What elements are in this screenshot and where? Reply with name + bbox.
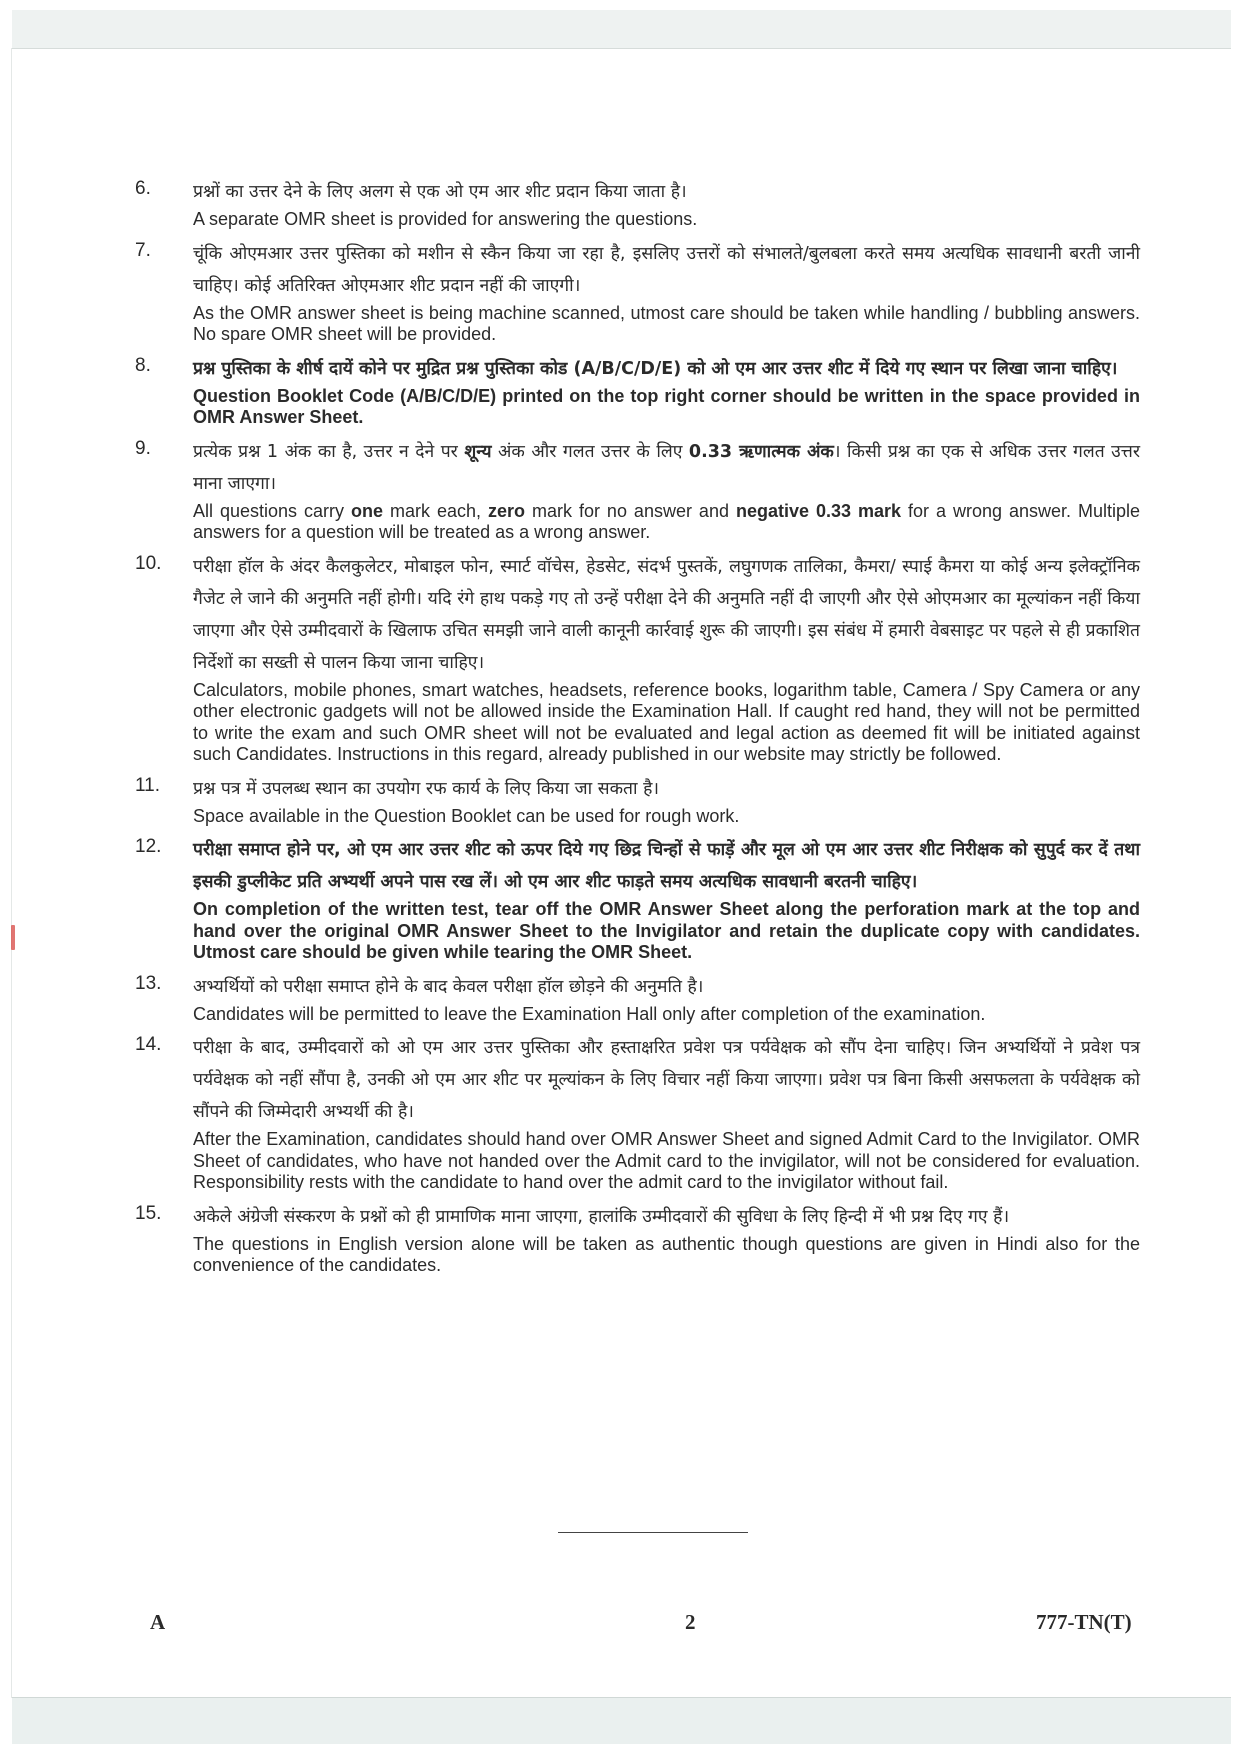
hindi-emphasis-negative: 0.33 ऋणात्मक अंक [688, 441, 834, 462]
red-margin-mark [11, 925, 15, 950]
scan-border-left [11, 48, 12, 1698]
hindi-segment: । किसी प्रश्न का एक से अधिक उत्तर गलत उत्तर माना जाएगा। [193, 441, 1141, 494]
instruction-item-7 [130, 238, 1140, 346]
item-number: 11. [135, 774, 161, 796]
instruction-item-12 [130, 834, 1140, 964]
instructions-list [130, 176, 1140, 1284]
item-english-text: A separate OMR sheet is provided for answering the questions. [193, 209, 698, 229]
item-english-text: Question Booklet Code (A/B/C/D/E) printed on the top right corner should be written in the space provided in OMR Answer Sheet. [193, 385, 1140, 427]
paper-code: 777-TN(T) [1036, 1610, 1132, 1634]
item-english-text: As the OMR answer sheet is being machine scanned, utmost care should be taken while handling / bubbling answers. No spare OMR sheet will be provided. [193, 302, 1140, 344]
booklet-code: A [150, 1610, 166, 1634]
item-hindi-text: अकेले अंग्रेजी संस्करण के प्रश्नों को ही प्रामाणिक माना जाएगा, हालांकि उम्मीदवारों की सुविधा के लिए हिन्दी में भी प्रश्न दिए गए हैं। [193, 1206, 1010, 1227]
scan-border-bottom [12, 1697, 1231, 1744]
item-hindi-text: प्रश्नों का उत्तर देने के लिए अलग से एक ओ एम आर शीट प्रदान किया जाता है। [193, 182, 687, 202]
item-number: 9. [135, 437, 151, 459]
item-number: 7. [135, 239, 151, 261]
item-number: 13. [135, 972, 162, 994]
item-number: 10. [135, 552, 162, 574]
item-english-text: Calculators, mobile phones, smart watches, headsets, reference books, logarithm table, Camera / Spy Camera or any other electronic gadgets will not be allowed inside the Examination Hall. If caught red hand, they will not be permitted to write the exam and such OMR sheet will not be evaluated and legal action as deemed fit will be initiated against such Candidates. Instructions in this regard, already published in our website may strictly be followed. [193, 679, 1140, 764]
instruction-item-8 [130, 353, 1140, 429]
item-number: 12. [135, 836, 162, 857]
end-separator-line [558, 1532, 748, 1533]
scan-border-top [12, 10, 1231, 49]
english-segment: All questions carry [193, 500, 351, 521]
item-english-text: After the Examination, candidates should hand over OMR Answer Sheet and signed Admit Card to the Invigilator. OMR Sheet of candidates, who have not handed over the Admit card to the invigilator, will not be considered for evaluation. Responsibility rests with the candidate to hand over the admit card to the invigilator without fail. [193, 1129, 1140, 1192]
english-emphasis-zero: zero [487, 500, 525, 521]
item-hindi-text: अभ्यर्थियों को परीक्षा समाप्त होने के बाद केवल परीक्षा हॉल छोड़ने की अनुमति है। [193, 976, 704, 997]
item-number: 15. [135, 1202, 162, 1224]
item-english-text: The questions in English version alone will be taken as authentic though questions are given in Hindi also for the convenience of the candidates. [193, 1233, 1140, 1275]
item-hindi-text: परीक्षा के बाद, उम्मीदवारों को ओ एम आर उत्तर पुस्तिका और हस्ताक्षरित प्रवेश पत्र पर्यवेक्षक को सौंप देना चाहिए। जिन अभ्यर्थियों ने प्रवेश पत्र पर्यवेक्षक को नहीं सौंपा है, उनकी ओ एम आर शीट पर मूल्यांकन के लिए विचार नहीं किया जाएगा। प्रवेश पत्र बिना किसी असफलता के पर्यवेक्षक को सौंपने की जिम्मेदारी अभ्यर्थी की है। [193, 1038, 1140, 1122]
english-segment: mark for no answer and [525, 500, 736, 521]
item-number: 6. [135, 178, 151, 199]
item-hindi-text: चूंकि ओएमआर उत्तर पुस्तिका को मशीन से स्कैन किया जा रहा है, इसलिए उत्तरों को संभालते/बुलबला करते समय अत्यधिक सावधानी बरती जानी चाहिए। कोई अतिरिक्त ओएमआर शीट प्रदान नहीं की जाएगी। [193, 243, 1140, 296]
english-segment: for a wrong answer. Multiple answers for a question will be treated as a wrong answer. [193, 500, 1141, 542]
instruction-item-14 [130, 1032, 1140, 1194]
item-english-text [193, 501, 1140, 544]
instruction-item-6 [130, 176, 1140, 231]
item-english-text: On completion of the written test, tear off the OMR Answer Sheet along the perforation mark at the top and hand over the original OMR Answer Sheet to the Invigilator and retain the duplicate copy with candidates. Utmost care should be given while tearing the OMR Sheet. [193, 899, 1140, 962]
instruction-item-10 [130, 551, 1140, 766]
instruction-item-15 [130, 1201, 1140, 1277]
instruction-item-13 [130, 971, 1140, 1026]
item-hindi-text: परीक्षा हॉल के अंदर कैलकुलेटर, मोबाइल फोन, स्मार्ट वॉचेस, हेडसेट, संदर्भ पुस्तकें, लघुगणक तालिका, कैमरा/ स्पाई कैमरा या कोई अन्य इलेक्ट्रॉनिक गैजेट ले जाने की अनुमति नहीं होगी। यदि रंगे हाथ पकड़े गए तो उन्हें परीक्षा देने की अनुमति नहीं दी जाएगी और ऐसे ओएमआर का मूल्यांकन नहीं किया जाएगा और ऐसे उम्मीदवारों के खिलाफ उचित समझी जाने वाली कानूनी कार्रवाई शुरू की जाएगी। इस संबंध में हमारी वेबसाइट पर पहले से ही प्रकाशित निर्देशों का सख्ती से पालन किया जाना चाहिए। [193, 556, 1140, 673]
english-emphasis-one: one [351, 500, 384, 521]
hindi-segment: अंक और गलत उत्तर के लिए [491, 441, 689, 462]
hindi-emphasis-zero: शून्य [464, 441, 492, 462]
item-number: 14. [135, 1034, 162, 1055]
item-hindi-text: प्रश्न पुस्तिका के शीर्ष दायें कोने पर मुद्रित प्रश्न पुस्तिका कोड (A/B/C/D/E) को ओ एम आर उत्तर शीट में दिये गए स्थान पर लिखा जाना चाहिए। [193, 358, 1118, 379]
item-hindi-text [193, 436, 1140, 500]
english-emphasis-negative: negative 0.33 mark [735, 500, 902, 521]
english-segment: mark each, [383, 500, 488, 521]
page-number: 2 [685, 1610, 696, 1634]
item-english-text: Candidates will be permitted to leave the Examination Hall only after completion of the examination. [193, 1003, 986, 1024]
item-english-text: Space available in the Question Booklet can be used for rough work. [193, 805, 740, 826]
instruction-item-11 [130, 773, 1140, 828]
item-hindi-text: परीक्षा समाप्त होने पर, ओ एम आर उत्तर शीट को ऊपर दिये गए छिद्र चिन्हों से फाड़ें और मूल ओ एम आर उत्तर शीट निरीक्षक को सुपुर्द कर दें तथा इसकी डुप्लीकेट प्रति अभ्यर्थी अपने पास रख लें। ओ एम आर शीट फाड़ते समय अत्यधिक सावधानी बरतनी चाहिए। [193, 840, 1140, 892]
item-number: 8. [135, 354, 151, 376]
instruction-item-9 [130, 436, 1140, 544]
hindi-segment: प्रत्येक प्रश्न 1 अंक का है, उत्तर न देने पर [193, 441, 465, 462]
item-hindi-text: प्रश्न पत्र में उपलब्ध स्थान का उपयोग रफ कार्य के लिए किया जा सकता है। [193, 778, 660, 799]
